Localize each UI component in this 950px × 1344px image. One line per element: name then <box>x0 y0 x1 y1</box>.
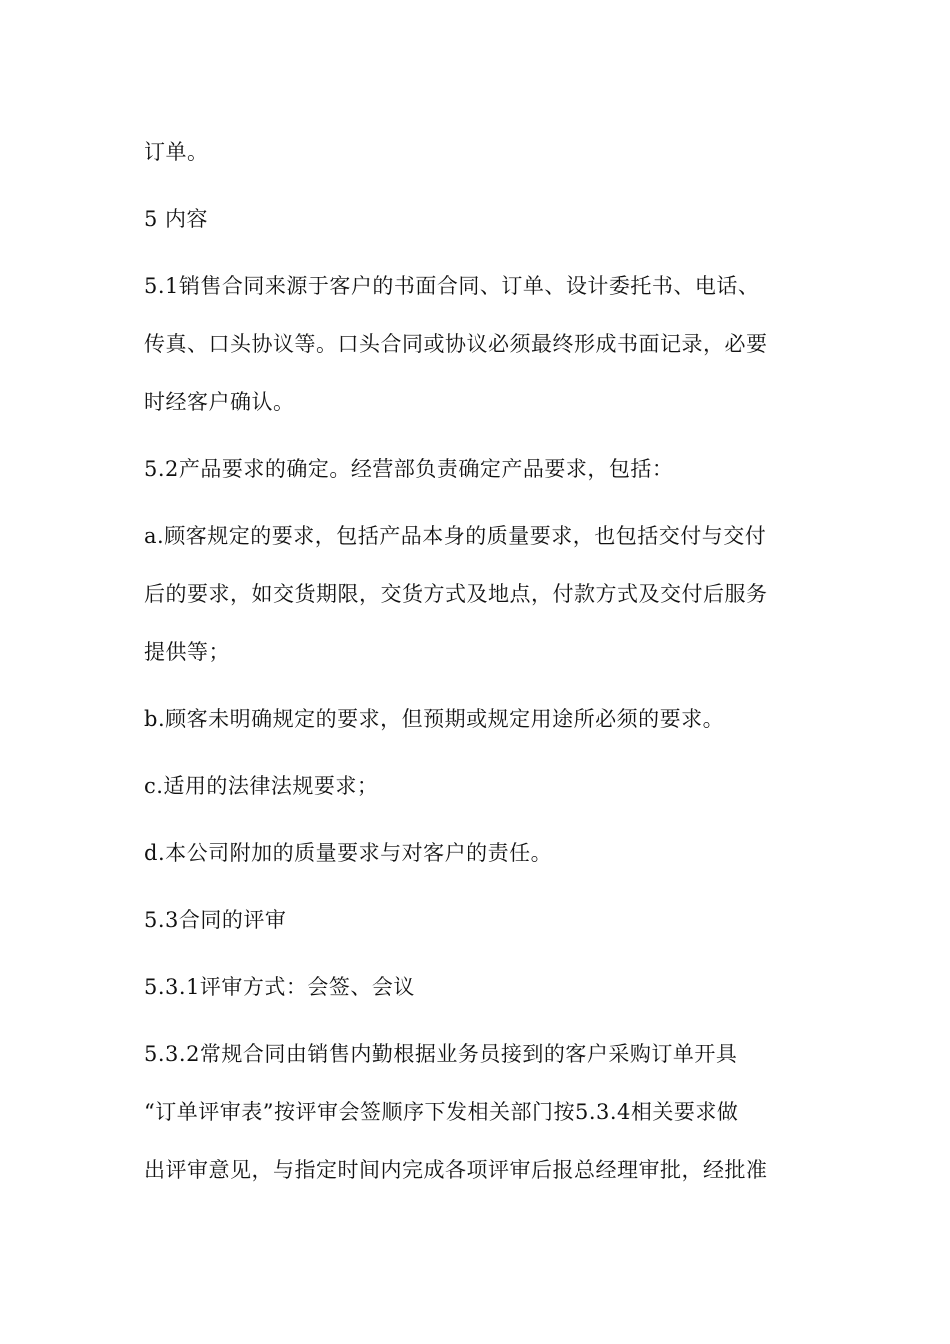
text-line: “订单评审表”按评审会签顺序下发相关部门按5.3.4相关要求做 <box>144 1100 739 1124</box>
list-item-a <box>144 516 812 672</box>
text-line: 订单。 <box>144 140 209 164</box>
text-line: a.顾客规定的要求，包括产品本身的质量要求，也包括交付与交付 <box>144 524 767 548</box>
list-item-c <box>144 766 812 806</box>
text-line: 5 内容 <box>144 207 209 231</box>
paragraph-5-3-1 <box>144 967 812 1007</box>
text-line: 5.3合同的评审 <box>144 908 287 932</box>
text-line: 时经客户确认。 <box>144 390 295 414</box>
document-body <box>144 132 812 1190</box>
text-line: 传真、口头协议等。口头合同或协议必须最终形成书面记录，必要 <box>144 332 768 356</box>
text-line: 出评审意见，与指定时间内完成各项评审后报总经理审批，经批准 <box>144 1158 768 1182</box>
paragraph-5-1 <box>144 266 812 422</box>
text-line: 5.3.1评审方式：会签、会议 <box>144 975 415 999</box>
paragraph-order-end <box>144 132 812 172</box>
text-line: 5.1销售合同来源于客户的书面合同、订单、设计委托书、电话、 <box>144 274 760 298</box>
heading-5-3 <box>144 900 812 940</box>
paragraph-5-2 <box>144 449 812 489</box>
paragraph-5-3-2 <box>144 1034 812 1190</box>
text-line: 后的要求，如交货期限，交货方式及地点，付款方式及交付后服务 <box>144 582 768 606</box>
text-line: 提供等； <box>144 640 230 664</box>
list-item-b <box>144 699 812 739</box>
text-line: d.本公司附加的质量要求与对客户的责任。 <box>144 841 553 865</box>
text-line: c.适用的法律法规要求； <box>144 774 379 798</box>
list-item-d <box>144 833 812 873</box>
text-line: b.顾客未明确规定的要求，但预期或规定用途所必须的要求。 <box>144 707 725 731</box>
heading-section-5 <box>144 199 812 239</box>
text-line: 5.3.2常规合同由销售内勤根据业务员接到的客户采购订单开具 <box>144 1042 738 1066</box>
text-line: 5.2产品要求的确定。经营部负责确定产品要求，包括： <box>144 457 674 481</box>
